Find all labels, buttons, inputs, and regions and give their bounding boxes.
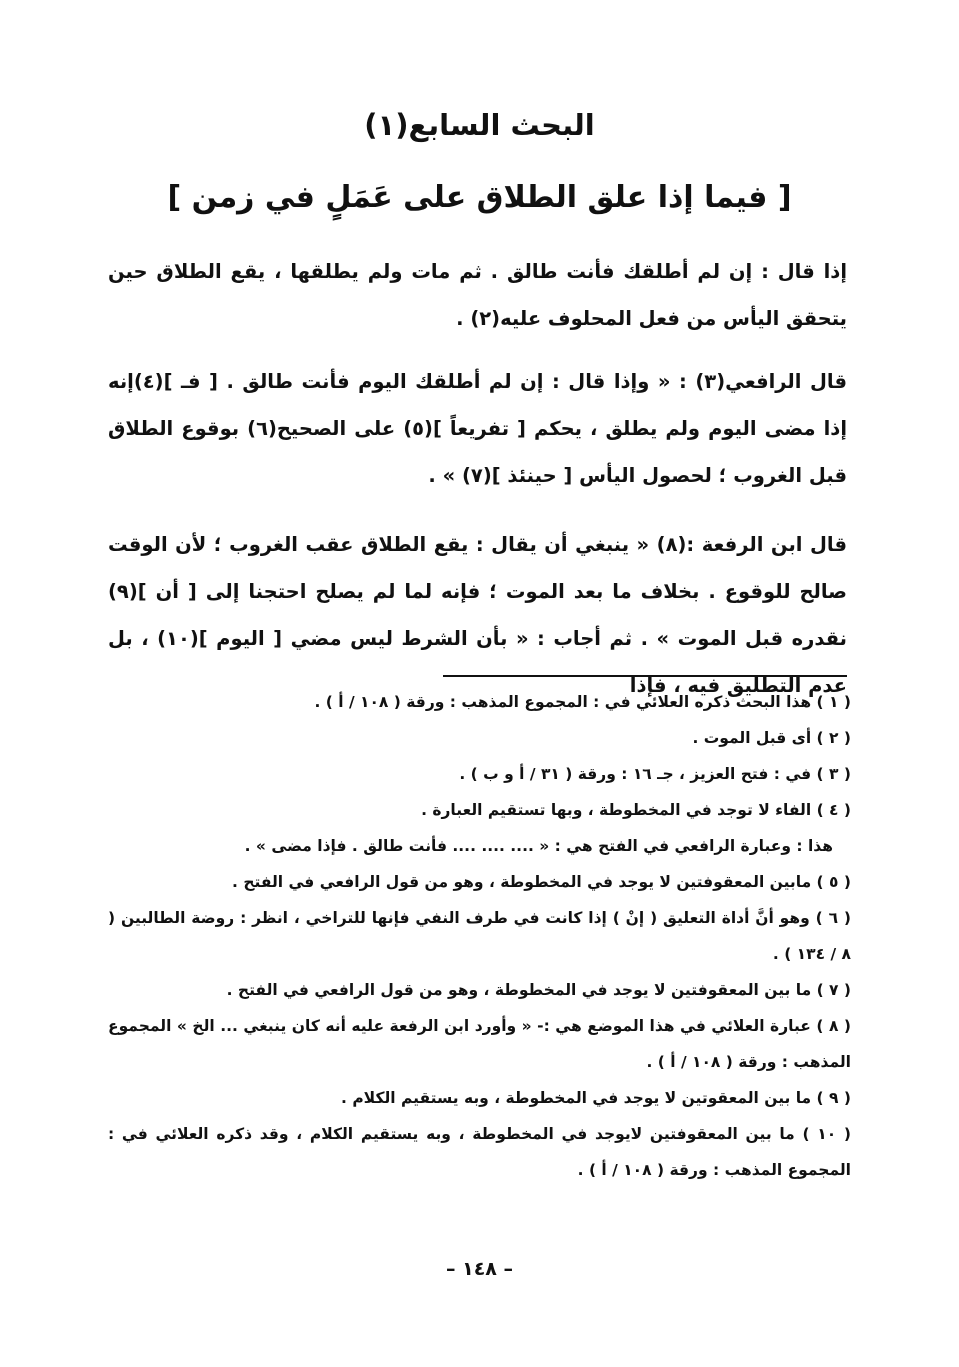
paragraph-2: قال الرافعي(٣) : « وإذا قال : إن لم أطلقك اليوم فأنت طالق . [ فـ ](٤)إنه إذا مضى اليوم ولم يطلق ، يحكم [ تفريعاً ](٥) على الصحيح(٦) بوقوع الطلاق قبل الغروب ؛ لحصول اليأس [ حينئذ ](٧) » .: [108, 370, 847, 487]
footnote-7: ( ٧ ) ما بين المعقوفتين لا يوجد في المخطوطة ، وهو من قول الرافعي في الفتح .: [226, 981, 851, 999]
footnote-4-note: هذا : وعبارة الرافعي في الفتح هي : « .... .... .... فأنت طالق . فإذا مضى » .: [244, 837, 833, 855]
footnote-2: ( ٢ ) أى قبل الموت .: [692, 729, 851, 747]
paragraph-1: إذا قال : إن لم أطلقك فأنت طالق . ثم مات ولم يطلقها ، يقع الطلاق حين يتحقق اليأس من فعل المحلوف عليه(٢) .: [108, 260, 847, 330]
footnote-6: ( ٦ ) وهو أنَّ أداة التعليق ( إنْ ) إذا كانت في طرف النفي فإنها للتراخي ، انظر : روضة الطالبين ( ٨ / ١٣٤ ) .: [108, 909, 852, 963]
paragraph-3: قال ابن الرفعة :(٨) « ينبغي أن يقال : يقع الطلاق عقب الغروب ؛ لأن الوقت صالح للوقوع . بخلاف ما بعد الموت ؛ فإنه لما لم يصلح احتجنا إلى [ أن ](٩) نقدره قبل الموت » . ثم أجاب : « بأن الشرط ليس مضي [ اليوم ](١٠) ، بل عدم التطليق فيه ، فإذا: [108, 533, 847, 697]
footnote-10: ( ١٠ ) ما بين المعقوفتين لايوجد في المخطوطة ، وبه يستقيم الكلام ، وقد ذكره العلائي في : المجموع المذهب : ورقة ( ١٠٨ / أ ) .: [108, 1125, 851, 1179]
footnote-separator: [443, 675, 847, 677]
footnotes: [108, 684, 851, 1188]
footnote-1: ( ١ ) هذا البحث ذكره العلائي في : المجموع المذهب : ورقة ( ١٠٨ / أ ) .: [314, 693, 851, 711]
footnote-4: ( ٤ ) الفاء لا توجد في المخطوطة ، وبها تستقيم العبارة .: [421, 801, 851, 819]
footnote-3: ( ٣ ) في : فتح العزيز ، جـ ١٦ : ورقة ( ٣١ / أ و ب ) .: [459, 765, 851, 783]
footnote-5: ( ٥ ) مابين المعقوفتين لا يوجد في المخطوطة ، وهو من قول الرافعي في الفتح .: [232, 873, 851, 891]
section-title: البحث السابع(١): [364, 108, 595, 142]
page-number: – ١٤٨ –: [445, 1258, 514, 1280]
footnote-8: ( ٨ ) عبارة العلائي في هذا الموضع هي :- « وأورد ابن الرفعة عليه أنه كان ينبغي ... الخ » المجموع المذهب : ورقة ( ١٠٨ / أ ) .: [108, 1017, 852, 1071]
section-subtitle: [ فيما إذا علق الطلاق على عَمَلٍ في زمن ]: [167, 180, 792, 215]
footnote-9: ( ٩ ) ما بين المعقوتين لا يوجد في المخطوطة ، وبه يستقيم الكلام .: [341, 1089, 851, 1107]
